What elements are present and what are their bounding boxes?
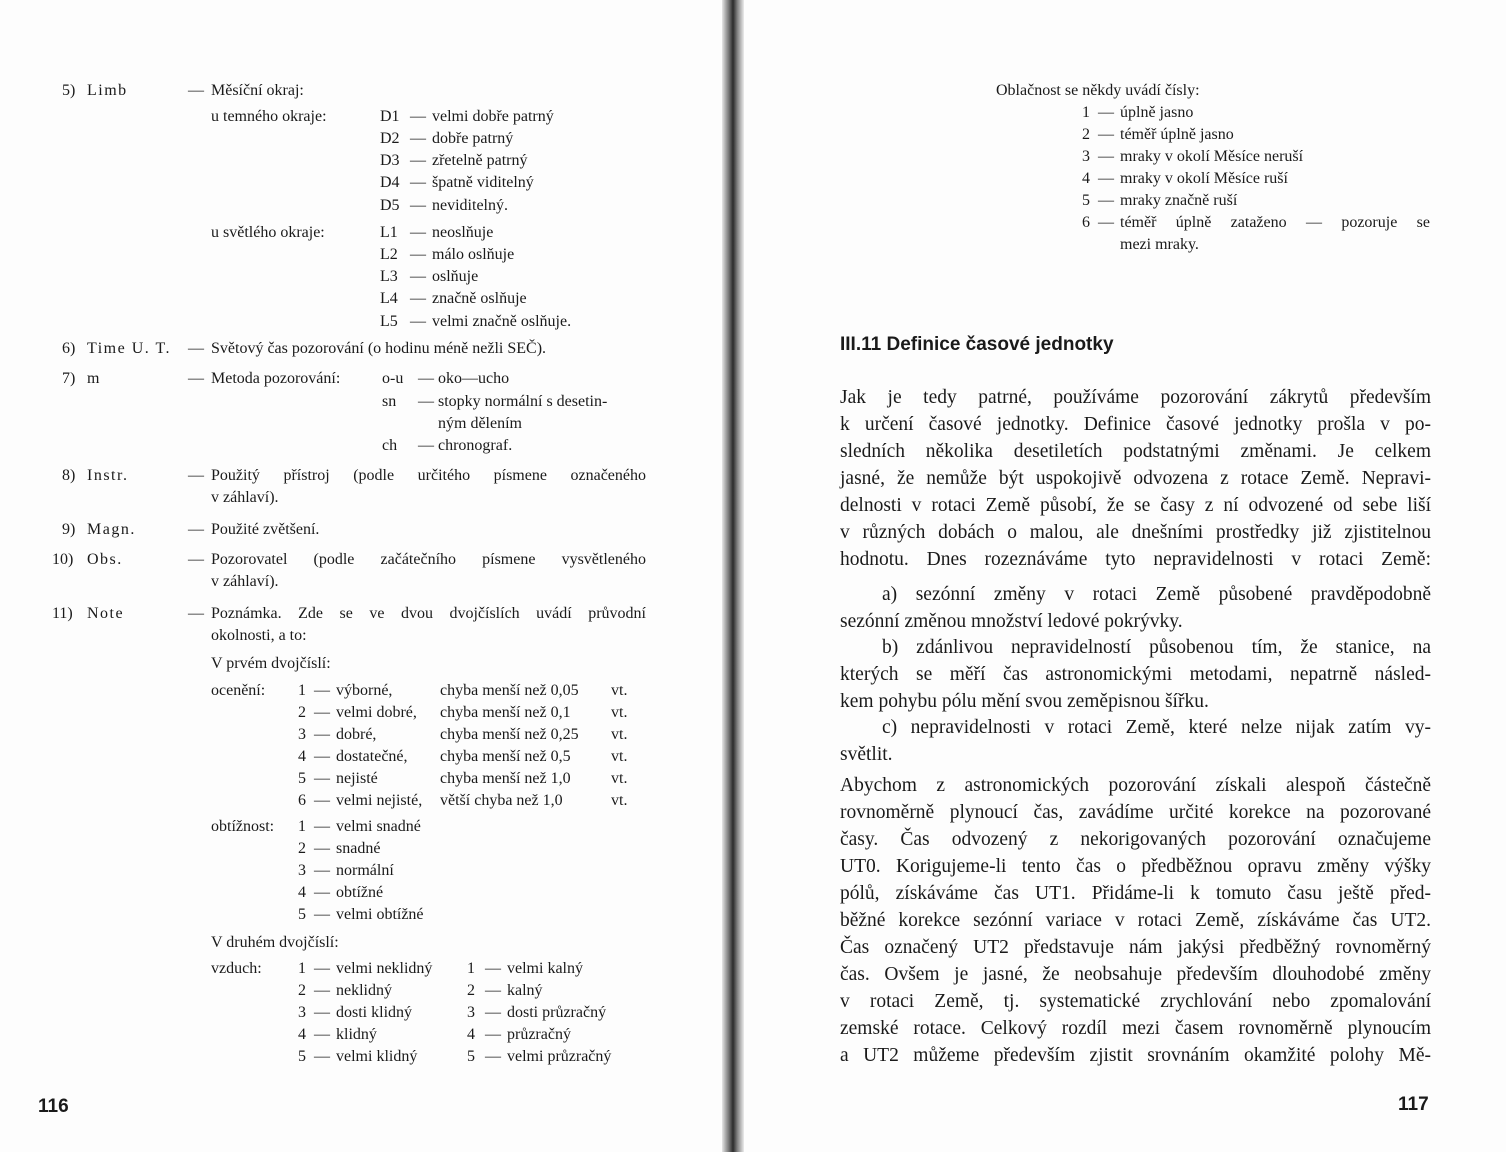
rating-error: chyba menší než 1,0	[440, 770, 571, 787]
limb-code: D2	[380, 130, 400, 147]
limb-code: D4	[380, 174, 400, 191]
dash: —	[418, 393, 434, 410]
row-num: 6)	[62, 340, 76, 357]
rating-unit: vt.	[611, 704, 628, 721]
dash: —	[314, 906, 330, 923]
air-label: vzduch:	[211, 960, 262, 977]
row-desc: v záhlaví).	[211, 489, 279, 506]
dash: —	[1098, 126, 1114, 143]
air-calm-text: velmi neklidný	[336, 960, 433, 977]
cloud-intro: Oblačnost se někdy uvádí čísly:	[996, 82, 1200, 99]
para2-line: v rotaci Země, tj. systematické zrychlování nebo zpomalování	[840, 991, 1431, 1012]
air-num: 3	[298, 1004, 306, 1021]
air-num: 2	[467, 982, 475, 999]
row-desc: Světový čas pozorování (o hodinu méně nežli SEČ).	[211, 340, 547, 357]
dash: —	[314, 840, 330, 857]
rating-unit: vt.	[611, 682, 628, 699]
method-text: ným dělením	[438, 415, 522, 432]
dash: —	[485, 960, 501, 977]
para1-line: sledních několika desetiletích podstatnými změnami. Je celkem	[840, 441, 1431, 462]
cloud-text-cont: mezi mraky.	[1120, 236, 1199, 253]
cloud-text: mraky v okolí Měsíce ruší	[1120, 170, 1288, 187]
book-gutter	[722, 0, 744, 1152]
air-num: 1	[467, 960, 475, 977]
row-num: 5)	[62, 82, 76, 99]
difficulty-label: obtížnost:	[211, 818, 275, 835]
row-desc: Použité zvětšení.	[211, 521, 320, 538]
row-label: Instr.	[87, 467, 129, 484]
difficulty-num: 2	[298, 840, 306, 857]
rating-quality: výborné,	[336, 682, 393, 699]
limb-code: D1	[380, 108, 400, 125]
cloud-num: 5	[1082, 192, 1090, 209]
rating-quality: dostatečné,	[336, 748, 408, 765]
row-dash: —	[188, 82, 204, 99]
dash: —	[418, 437, 434, 454]
page-number-right: 117	[1398, 1094, 1429, 1115]
dash: —	[485, 1004, 501, 1021]
limb-code: L3	[380, 268, 398, 285]
cloud-text: mraky v okolí Měsíce neruší	[1120, 148, 1304, 165]
dash: —	[410, 246, 426, 263]
dash: —	[314, 862, 330, 879]
row-num: 9)	[62, 521, 76, 538]
air-num: 2	[298, 982, 306, 999]
row-desc: Poznámka. Zde se ve dvou dvojčíslích uvádí průvodní	[211, 605, 646, 622]
rating-num: 1	[298, 682, 306, 699]
para1-line: v různých dobách o malou, ale dnešními prostředky již zjistitelnou	[840, 522, 1431, 543]
limb-text: neoslňuje	[432, 224, 494, 241]
air-clarity-text: kalný	[507, 982, 543, 999]
para2-line: UT0. Korigujeme-li tento čas o předběžnou opravu změny výšky	[840, 856, 1431, 877]
limb-light-label: u světlého okraje:	[211, 224, 325, 241]
air-num: 5	[467, 1048, 475, 1065]
cloud-text: téměř úplně jasno	[1120, 126, 1234, 143]
cloud-text: mraky značně ruší	[1120, 192, 1238, 209]
dash: —	[1098, 214, 1114, 231]
cloud-text: téměř úplně zataženo — pozoruje se	[1120, 214, 1430, 231]
dash: —	[314, 726, 330, 743]
dash: —	[410, 313, 426, 330]
para1-line: delnosti v rotaci Země působí, že se časy z ní odvozené od sebe liší	[840, 495, 1431, 516]
method-code: sn	[382, 393, 397, 410]
difficulty-text: normální	[336, 862, 394, 879]
dash: —	[314, 704, 330, 721]
air-num: 5	[298, 1048, 306, 1065]
item-a-line: sezónní změnou množství ledové pokrývky.	[840, 611, 1183, 632]
dash: —	[1098, 104, 1114, 121]
air-num: 3	[467, 1004, 475, 1021]
para2-line: Čas označený UT2 představuje nám jakýsi předběžný rovnoměrný	[840, 937, 1431, 958]
rating-error: chyba menší než 0,05	[440, 682, 579, 699]
para2-line: čas. Ovšem je jasné, že neobsahuje především dlouhodobé změny	[840, 964, 1431, 985]
para2-line: rovnoměrně plynoucí čas, zavádíme určité korekce na pozorované	[840, 802, 1431, 823]
air-num: 4	[467, 1026, 475, 1043]
item-c-line: světlit.	[840, 744, 893, 765]
rating-label: ocenění:	[211, 682, 266, 699]
limb-dark-label: u temného okraje:	[211, 108, 327, 125]
dash: —	[1098, 148, 1114, 165]
difficulty-text: obtížné	[336, 884, 384, 901]
para1-line: Jak je tedy patrné, používáme pozorování zákrytů především	[840, 387, 1431, 408]
rating-quality: velmi nejisté,	[336, 792, 423, 809]
row-label: Limb	[87, 82, 128, 99]
row-num: 8)	[62, 467, 76, 484]
air-calm-text: klidný	[336, 1026, 377, 1043]
note-second-title: V druhém dvojčíslí:	[211, 934, 339, 951]
dash: —	[410, 197, 426, 214]
air-clarity-text: velmi kalný	[507, 960, 583, 977]
dash: —	[485, 982, 501, 999]
row-num: 11)	[52, 605, 73, 622]
dash: —	[1098, 192, 1114, 209]
row-label: Note	[87, 605, 125, 622]
row-num: 10)	[52, 551, 74, 568]
para2-line: časy. Čas odvozený z nekorigovaných pozorování označujeme	[840, 829, 1431, 850]
dash: —	[314, 682, 330, 699]
rating-quality: nejisté	[336, 770, 378, 787]
row-desc: okolnosti, a to:	[211, 627, 307, 644]
row-label: Time U. T.	[87, 340, 172, 357]
limb-code: D5	[380, 197, 400, 214]
method-text: stopky normální s desetin-	[438, 393, 608, 410]
para2-line: a UT2 můžeme především zjistit srovnáním okamžité polohy Mě-	[840, 1045, 1431, 1066]
rating-num: 5	[298, 770, 306, 787]
air-calm-text: neklidný	[336, 982, 392, 999]
dash: —	[410, 290, 426, 307]
rating-unit: vt.	[611, 726, 628, 743]
dash: —	[410, 108, 426, 125]
limb-code: L2	[380, 246, 398, 263]
para1-line: hodnotu. Dnes rozeznáváme tyto nepravidelnosti v rotaci Země:	[840, 549, 1431, 570]
air-clarity-text: průzračný	[507, 1026, 571, 1043]
cloud-text: úplně jasno	[1120, 104, 1194, 121]
item-b-line: kterých se měří čas astronomickými metodami, nepatrně násled-	[840, 664, 1431, 685]
dash: —	[418, 370, 434, 387]
difficulty-text: velmi snadné	[336, 818, 421, 835]
row-dash: —	[188, 605, 204, 622]
limb-text: velmi dobře patrný	[432, 108, 554, 125]
item-b-line: b) zdánlivou nepravidelností působenou tím, že stanice, na	[882, 637, 1431, 658]
dash: —	[485, 1026, 501, 1043]
dash: —	[314, 792, 330, 809]
dash: —	[410, 268, 426, 285]
air-num: 1	[298, 960, 306, 977]
rating-quality: dobré,	[336, 726, 377, 743]
cloud-num: 6	[1082, 214, 1090, 231]
rating-num: 3	[298, 726, 306, 743]
row-dash: —	[188, 340, 204, 357]
para2-line: Abychom z astronomických pozorování získali alespoň částečně	[840, 775, 1431, 796]
difficulty-num: 3	[298, 862, 306, 879]
difficulty-num: 4	[298, 884, 306, 901]
limb-code: L1	[380, 224, 398, 241]
air-clarity-text: dosti průzračný	[507, 1004, 607, 1021]
row-desc: v záhlaví).	[211, 573, 279, 590]
dash: —	[410, 224, 426, 241]
para2-line: běžné korekce sezónní variace v rotaci Země, získáváme čas UT2.	[840, 910, 1431, 931]
cloud-num: 1	[1082, 104, 1090, 121]
rating-num: 2	[298, 704, 306, 721]
limb-text: špatně viditelný	[432, 174, 534, 191]
cloud-num: 3	[1082, 148, 1090, 165]
rating-unit: vt.	[611, 770, 628, 787]
section-heading: III.11 Definice časové jednotky	[840, 334, 1114, 355]
air-num: 4	[298, 1026, 306, 1043]
dash: —	[485, 1048, 501, 1065]
rating-num: 6	[298, 792, 306, 809]
difficulty-text: snadné	[336, 840, 381, 857]
cloud-num: 4	[1082, 170, 1090, 187]
dash: —	[314, 960, 330, 977]
air-calm-text: velmi klidný	[336, 1048, 418, 1065]
row-label: m	[87, 370, 100, 387]
difficulty-num: 5	[298, 906, 306, 923]
dash: —	[314, 884, 330, 901]
limb-code: L5	[380, 313, 398, 330]
method-text: chronograf.	[438, 437, 513, 454]
item-c-line: c) nepravidelnosti v rotaci Země, které nelze nijak zatím vy-	[882, 717, 1431, 738]
dash: —	[314, 1048, 330, 1065]
limb-text: značně oslňuje	[432, 290, 527, 307]
page-number-left: 116	[38, 1096, 69, 1117]
rating-error: chyba menší než 0,1	[440, 704, 571, 721]
dash: —	[410, 130, 426, 147]
limb-text: oslňuje	[432, 268, 479, 285]
dash: —	[410, 174, 426, 191]
note-first-title: V prvém dvojčíslí:	[211, 655, 331, 672]
row-desc: Použitý přístroj (podle určitého písmene označeného	[211, 467, 646, 484]
air-clarity-text: velmi průzračný	[507, 1048, 612, 1065]
row-num: 7)	[62, 370, 76, 387]
dash: —	[314, 818, 330, 835]
limb-text: neviditelný.	[432, 197, 508, 214]
difficulty-num: 1	[298, 818, 306, 835]
para1-line: jasné, že nemůže být uspokojivě odvozena z rotace Země. Nepravi-	[840, 468, 1431, 489]
method-text: oko—ucho	[438, 370, 510, 387]
difficulty-text: velmi obtížné	[336, 906, 424, 923]
para2-line: zemské rotace. Celkový rozdíl mezi časem rovnoměrně plynoucím	[840, 1018, 1431, 1039]
row-dash: —	[188, 467, 204, 484]
rating-error: chyba menší než 0,5	[440, 748, 571, 765]
dash: —	[314, 1026, 330, 1043]
dash: —	[314, 982, 330, 999]
rating-num: 4	[298, 748, 306, 765]
dash: —	[314, 748, 330, 765]
item-a-line: a) sezónní změny v rotaci Země působené pravděpodobně	[882, 584, 1431, 605]
rating-error: chyba menší než 0,25	[440, 726, 579, 743]
limb-text: málo oslňuje	[432, 246, 515, 263]
rating-quality: velmi dobré,	[336, 704, 417, 721]
dash: —	[314, 770, 330, 787]
para2-line: pólů, získáváme čas UT1. Přidáme-li k tomuto času ještě před-	[840, 883, 1431, 904]
rating-error: větší chyba než 1,0	[440, 792, 563, 809]
limb-text: velmi značně oslňuje.	[432, 313, 572, 330]
row-label: Obs.	[87, 551, 123, 568]
limb-code: L4	[380, 290, 398, 307]
rating-unit: vt.	[611, 748, 628, 765]
row-dash: —	[188, 551, 204, 568]
dash: —	[410, 152, 426, 169]
method-code: o-u	[382, 370, 404, 387]
rating-unit: vt.	[611, 792, 628, 809]
row-desc: Metoda pozorování:	[211, 370, 341, 387]
limb-text: zřetelně patrný	[432, 152, 528, 169]
air-calm-text: dosti klidný	[336, 1004, 413, 1021]
row-dash: —	[188, 521, 204, 538]
item-b-line: kem pohybu pólu mění svou zeměpisnou šířku.	[840, 691, 1209, 712]
row-dash: —	[188, 370, 204, 387]
para1-line: k určení časové jednotky. Definice časové jednotky prošla v po-	[840, 414, 1431, 435]
row-desc: Měsíční okraj:	[211, 82, 304, 99]
cloud-num: 2	[1082, 126, 1090, 143]
limb-text: dobře patrný	[432, 130, 514, 147]
dash: —	[314, 1004, 330, 1021]
limb-code: D3	[380, 152, 400, 169]
method-code: ch	[382, 437, 398, 454]
dash: —	[1098, 170, 1114, 187]
row-desc: Pozorovatel (podle začátečního písmene vysvětleného	[211, 551, 646, 568]
row-label: Magn.	[87, 521, 136, 538]
